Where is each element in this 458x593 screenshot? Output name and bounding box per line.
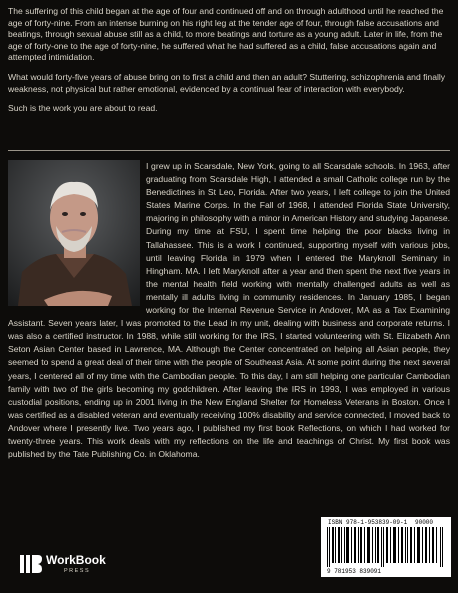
- price-code: 90000: [415, 519, 434, 526]
- intro-text: [8, 6, 450, 123]
- barcode-number: 9 781953 839091: [327, 568, 382, 575]
- barcode-bars: [327, 527, 445, 567]
- barcode: [321, 517, 451, 577]
- author-photo: [8, 160, 140, 306]
- isbn-text: ISBN 978-1-953839-09-1: [328, 519, 408, 526]
- intro-paragraph-3: Such is the work you are about to read.: [8, 103, 158, 114]
- intro-paragraph-1: The suffering of this child began at the age of four and continued off and on through adulthood until he reached the age of forty-nine. From an intense burning on his right leg at the tender age of four, through false accusations and beatings, through sexual abuse still as a child, to more beatings and torture as a young adult. Later in life, from the age of forty-one to the age of forty-nine, he suffered what he had suffered as a child, false accusations again and attempted intimidation.: [8, 6, 444, 63]
- publisher-name: WorkBook: [46, 553, 106, 567]
- divider: [8, 150, 450, 151]
- publisher-logo-icon: [20, 553, 42, 575]
- publisher-logo: [20, 551, 140, 579]
- publisher-sub: PRESS: [64, 568, 91, 574]
- bio-text: I grew up in Scarsdale, New York, going to all Scarsdale schools. In 1963, after graduating from Scarsdale High, I attended a small Catholic college run by the Benedictines in St Leo, Florida. After two years, I left college to join the United States Marine Corps. In the Fall of 1968, I attended Florida State University, majoring in philosophy with a minor in American History and studying Japanese. During my time at FSU, I spent time helping the poor blacks living in Tallahassee. This is a work I continued, supporting myself with various jobs, until leaving Florida in 1979 when I entered the Maryknoll Seminary in Hingham. MA. I left Maryknoll after a year and then spent the next five years in the mental health field working with mentally challenged adults as well as mentally ill adults living in community residences. In January 1985, I began working for the Internal Revenue Service in Andover, MA as a Tax Examining Assistant. Seven years later, I was promoted to the Lead in my unit, dealing with business and corporate returns. I was also a certified instructor. In 1988, while still working for the IRS, I started volunteering with St. Elizabeth Ann Seton Asian Center based in Lawrence, MA. Although the Center concentrated on helping all Asian people, they seemed to spend a great deal of their time with the people of Southeast Asia. At some point during the next several years, I centered all of my time with the Cambodian people. To this day, I am still helping one particular Cambodian family with two of the girls becoming my godchildren. After leaving the IRS in 1993, I was employed in various custodial positions, ending up in 2001 living in the New England Shelter for Homeless Veterans in Boston. Once I was certified as a disabled veteran and eventually receiving 100% disability and service connected, I moved back to Andover where I presently live. Two years ago, I published my first book Reflections, on which I had worked for twenty-three years. This work deals with my reflections on the life and teachings of Christ. My first book was published by the Tate Publishing Co. in Oklahoma.: [8, 161, 450, 460]
- intro-paragraph-2: What would forty-five years of abuse bring on to first a child and then an adult? Stuttering, schizophrenia and finally weakness, not physical but rather emotional, evidenced by a continual fear of interaction with everybody.: [8, 71, 446, 94]
